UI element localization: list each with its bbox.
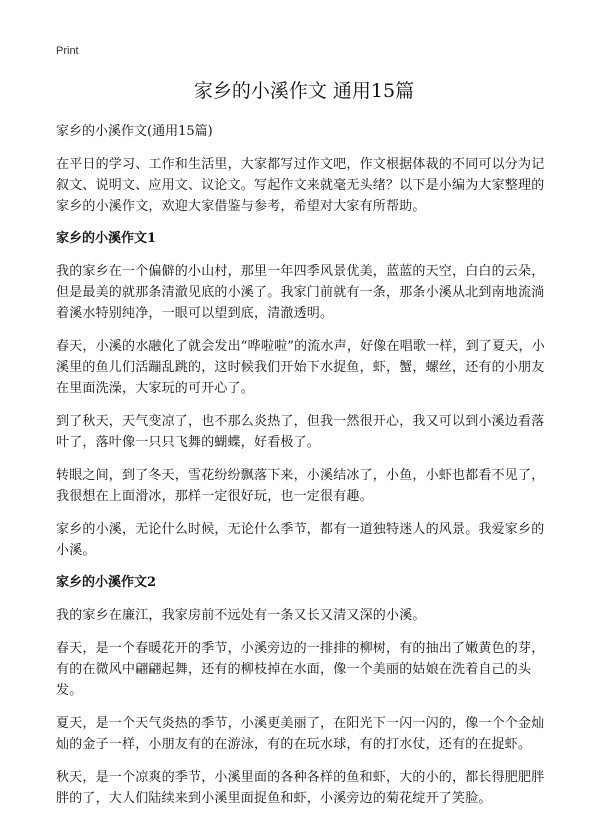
section-1-paragraph-3: 到了秋天，天气变凉了，也不那么炎热了，但我一然很开心，我又可以到小溪边看落叶了，落叶像一只只飞舞的蝴蝶，好看极了。 [56,414,545,450]
section-1-paragraph-4: 转眼之间，到了冬天，雪花纷纷飘落下来，小溪结冰了，小鱼，小虾也都看不见了，我很想在上面滑冰，那样一定很好玩，也一定很有趣。 [56,468,545,504]
page-title: 家乡的小溪作文 通用15篇 [193,80,415,102]
section-1-paragraph-2: 春天，小溪的水融化了就会发出“哗啦啦”的流水声，好像在唱歌一样，到了夏天，小溪里的鱼儿们活蹦乱跳的，这时候我们开始下水捉鱼，虾，蟹，螺丝，还有的小朋友在里面洗澡，大家玩的可开心了。 [56,339,545,396]
section-2-paragraph-2: 春天，是一个春暖花开的季节，小溪旁边的一排排的柳树，有的抽出了嫩黄色的芽，有的在微风中翩翩起舞，还有的柳枝掉在水面，像一个美丽的姑娘在洗着自己的头发。 [56,641,545,698]
document-subtitle: 家乡的小溪作文(通用15篇) [56,124,213,139]
section-1-paragraph-1: 我的家乡在一个偏僻的小山村，那里一年四季风景优美，蓝蓝的天空，白白的云朵，但是最美的就那条清澈见底的小溪了。我家门前就有一条，那条小溪从北到南地流淌着溪水特别纯净，一眼可以望到底，清澈透明。 [56,264,545,321]
section-1-paragraph-5: 家乡的小溪，无论什么时候，无论什么季节，都有一道独特迷人的风景。我爱家乡的小溪。 [56,522,545,558]
print-link[interactable]: Print [56,45,79,57]
section-2-paragraph-3: 夏天，是一个天气炎热的季节，小溪更美丽了，在阳光下一闪一闪的，像一个个金灿灿的金子一样，小朋友有的在游泳，有的在玩水球，有的打水仗，还有的在捉虾。 [56,716,545,752]
section-2-paragraph-1: 我的家乡在廉江，我家房前不远处有一条又长又清又深的小溪。 [56,608,426,623]
section-heading-2: 家乡的小溪作文2 [56,575,157,590]
section-2-paragraph-4: 秋天，是一个凉爽的季节，小溪里面的各种各样的鱼和虾，大的小的，都长得肥肥胖胖的了，大人们陆续来到小溪里面捉鱼和虾，小溪旁边的菊花绽开了笑脸。 [56,770,545,806]
section-heading-1: 家乡的小溪作文1 [56,231,157,246]
intro-paragraph: 在平日的学习、工作和生活里，大家都写过作文吧，作文根据体裁的不同可以分为记叙文、说明文、应用文、议论文。写起作文来就毫无头绪？以下是小编为大家整理的家乡的小溪作文，欢迎大家借鉴与参考，希望对大家有所帮助。 [56,157,545,214]
